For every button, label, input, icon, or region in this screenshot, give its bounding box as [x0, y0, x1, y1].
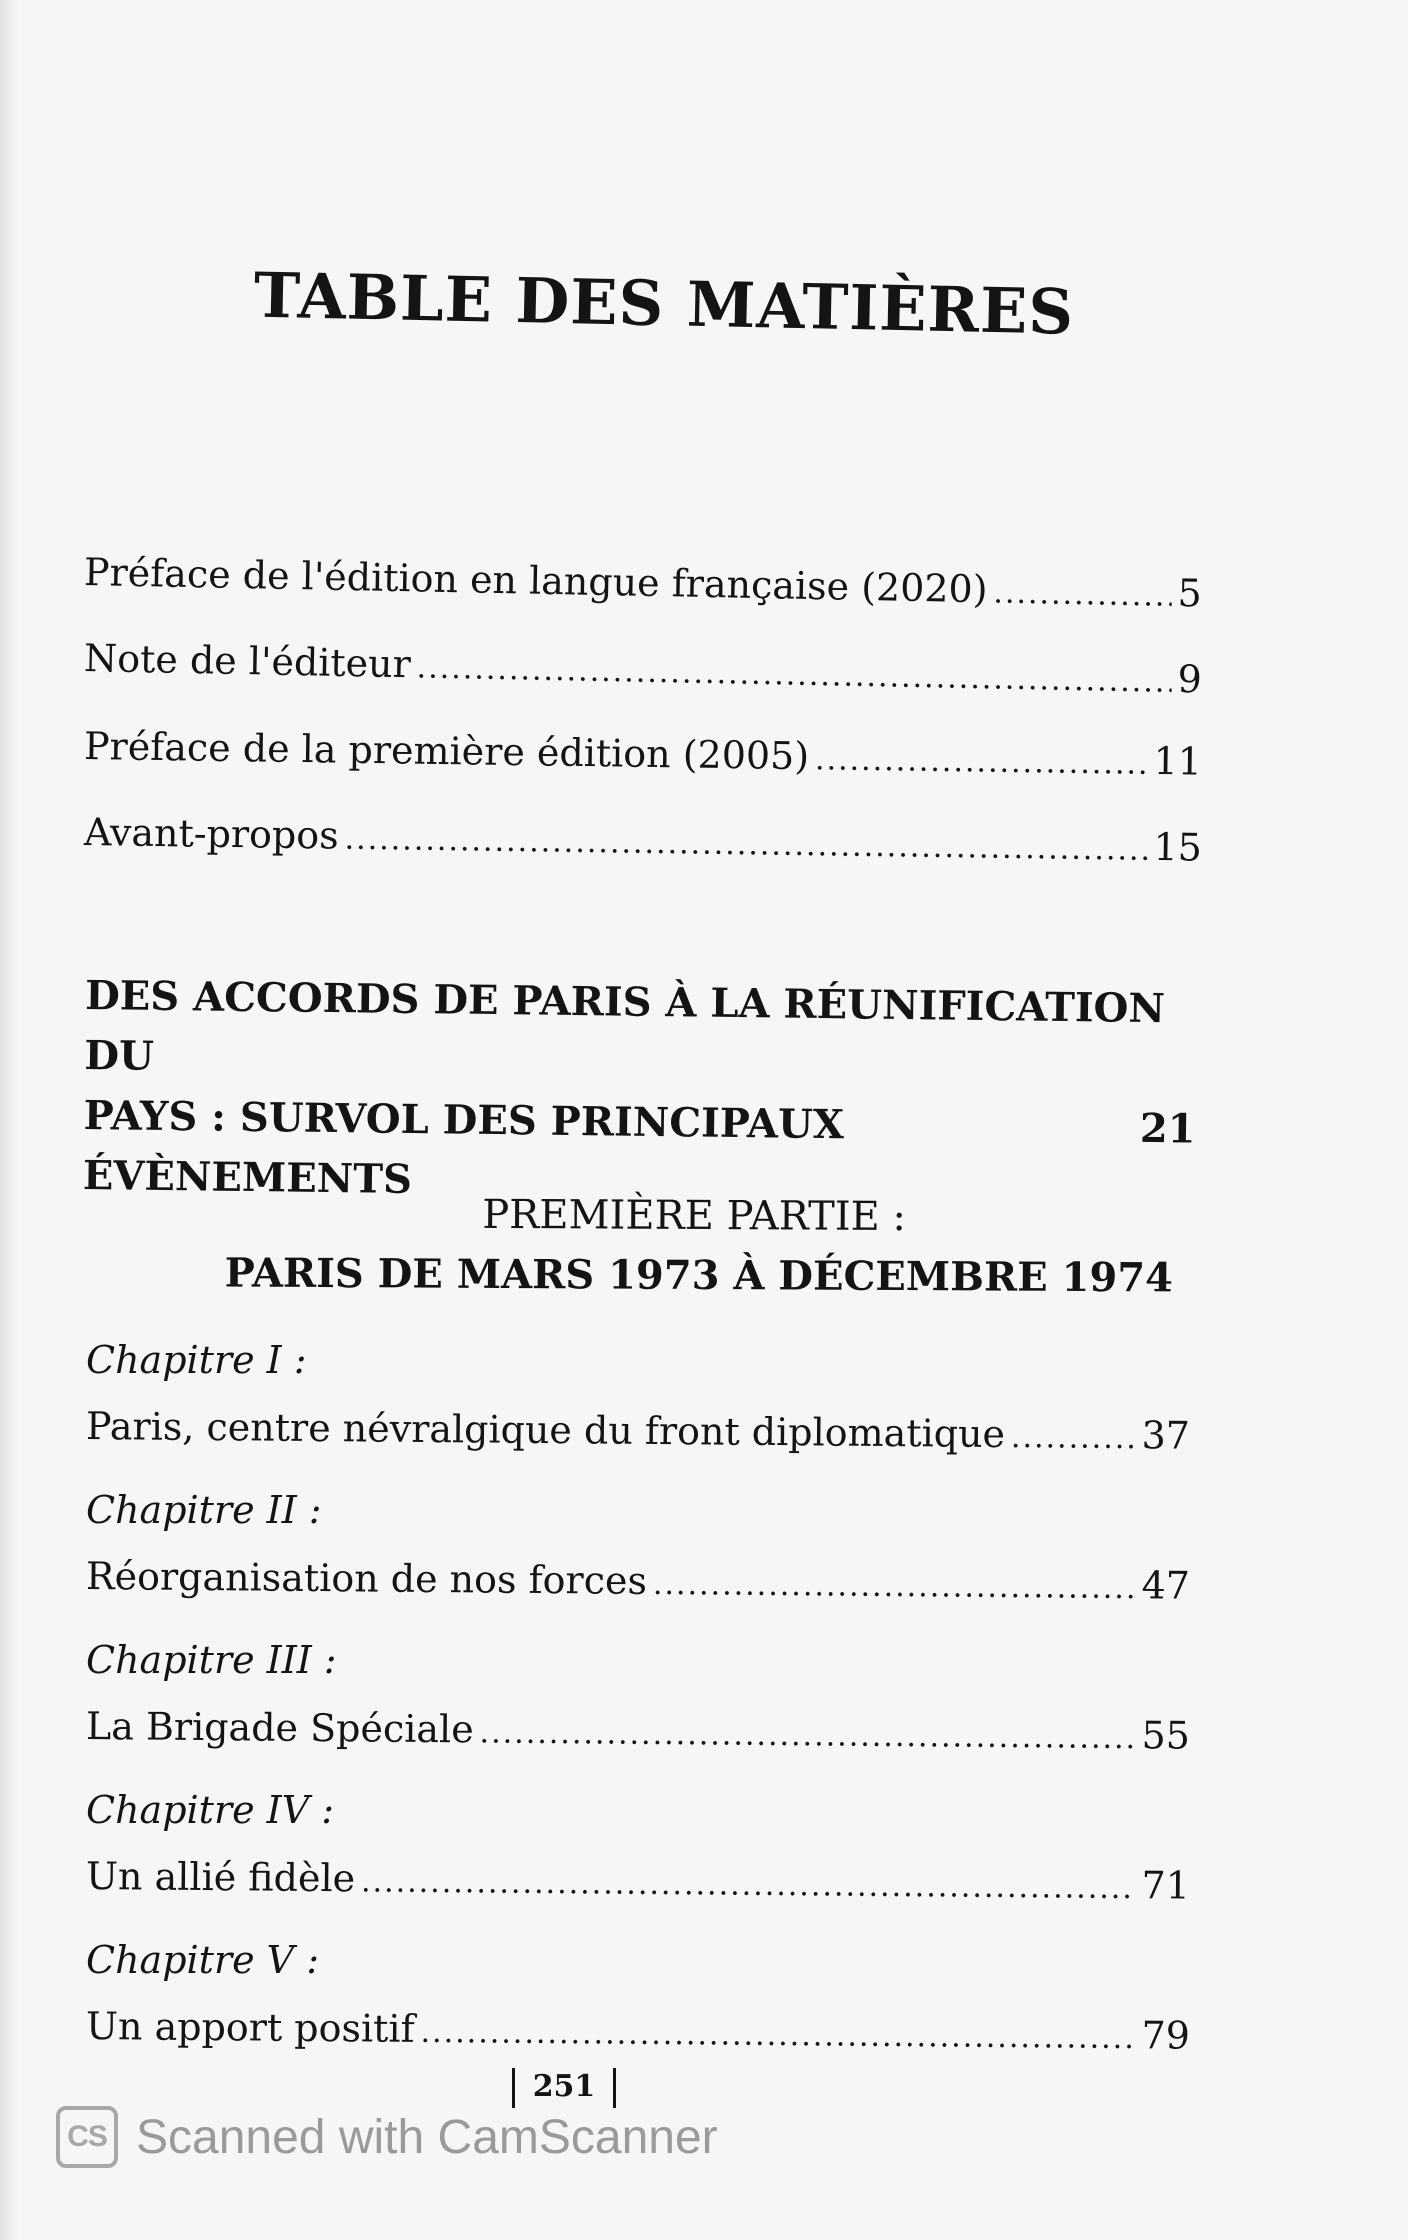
toc-entry-label: Préface de la première édition (2005) [83, 724, 810, 779]
page-title: TABLE DES MATIÈRES [253, 258, 1075, 349]
toc-entry-page: 11 [1153, 738, 1203, 784]
toc-entry-preface-2005 [84, 722, 1203, 790]
chapter-label-2: Chapitre II : [86, 1488, 322, 1532]
toc-chapter-2 [86, 1552, 1190, 1614]
part-heading [0, 1182, 1408, 1309]
chapter-label-1: Chapitre I : [86, 1338, 307, 1382]
toc-entry-avant-propos [84, 808, 1203, 876]
page-number [0, 2068, 1408, 2108]
page-number-text: 251 [532, 2069, 596, 2104]
page-number-bar-left [512, 2068, 515, 2108]
toc-entry-page: 5 [1177, 571, 1203, 616]
chapter-page: 47 [1141, 1563, 1191, 1608]
dot-leader [420, 2009, 1135, 2063]
chapter-page: 79 [1141, 2013, 1191, 2058]
chapter-title: La Brigade Spéciale [85, 1704, 474, 1752]
camscanner-logo-icon: CS [56, 2106, 118, 2168]
chapter-page: 37 [1141, 1413, 1191, 1458]
toc-entry-preface-2020 [84, 548, 1203, 621]
dot-leader [815, 736, 1148, 789]
dot-leader [416, 644, 1172, 706]
chapter-title: Un allié fidèle [85, 1854, 356, 1901]
dot-leader [1011, 1414, 1136, 1463]
dot-leader [993, 569, 1172, 620]
toc-entry-note-editeur [84, 634, 1203, 707]
chapter-label-5: Chapitre V : [86, 1938, 320, 1982]
chapter-page: 71 [1141, 1863, 1191, 1908]
dot-leader [361, 1858, 1136, 1913]
toc-chapter-1 [86, 1402, 1190, 1464]
dot-leader [1135, 1103, 1136, 1163]
chapter-title: Paris, centre névralgique du front diplomatique [85, 1404, 1006, 1457]
toc-chapter-3 [86, 1702, 1190, 1764]
toc-chapter-4 [86, 1852, 1190, 1914]
toc-entry-label: Note de l'éditeur [83, 636, 412, 687]
toc-section-overview [83, 966, 1198, 1220]
dot-leader [479, 1709, 1135, 1763]
page-number-bar-right [613, 2068, 616, 2108]
part-title: PARIS DE MARS 1973 À DÉCEMBRE 1974 [224, 1249, 1174, 1302]
toc-entry-label: Préface de l'édition en langue française (2020) [83, 550, 988, 612]
part-label: PREMIÈRE PARTIE : [482, 1191, 907, 1241]
page-edge-shadow [0, 0, 18, 2240]
dot-leader [344, 816, 1148, 875]
chapter-label-3: Chapitre III : [86, 1638, 337, 1682]
chapter-label-4: Chapitre IV : [86, 1788, 335, 1832]
toc-entry-page: 15 [1153, 824, 1203, 870]
toc-entry-page: 9 [1177, 657, 1203, 702]
chapter-page: 55 [1141, 1713, 1191, 1758]
dot-leader [653, 1561, 1136, 1613]
chapter-title: Un apport positif [85, 2004, 415, 2051]
section-title-line2: PAYS : SURVOL DES PRINCIPAUX ÉVÈNEMENTS [82, 1091, 845, 1204]
toc-chapter-5 [86, 2002, 1190, 2064]
section-title-line1: DES ACCORDS DE PARIS À LA RÉUNIFICATION DU [84, 972, 1166, 1080]
section-page: 21 [1139, 1104, 1196, 1153]
toc-entry-label: Avant-propos [83, 810, 339, 858]
camscanner-watermark [56, 2106, 718, 2168]
chapter-title: Réorganisation de nos forces [85, 1554, 648, 1603]
watermark-text: Scanned with CamScanner [136, 2110, 718, 2164]
